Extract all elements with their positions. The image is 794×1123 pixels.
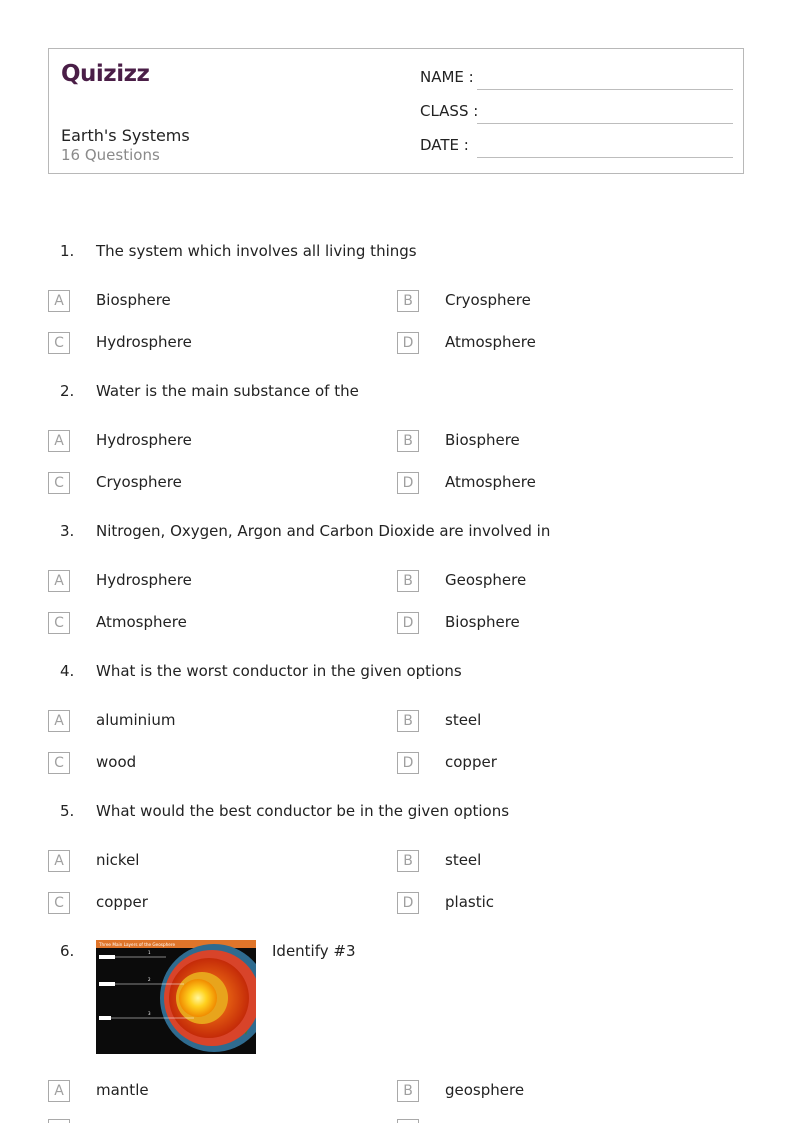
option-box[interactable]: B bbox=[397, 430, 419, 452]
option-text: Atmosphere bbox=[96, 613, 187, 631]
option-box[interactable]: A bbox=[48, 430, 70, 452]
option-box[interactable]: B bbox=[397, 850, 419, 872]
option-text: Biosphere bbox=[445, 431, 520, 449]
date-label: DATE : bbox=[420, 136, 469, 154]
class-line[interactable] bbox=[477, 123, 733, 124]
option-text: Atmosphere bbox=[445, 473, 536, 491]
question-text: What is the worst conductor in the given options bbox=[96, 662, 462, 680]
option-box[interactable]: D bbox=[397, 892, 419, 914]
question-number: 5. bbox=[60, 802, 75, 820]
question-text: Nitrogen, Oxygen, Argon and Carbon Dioxide are involved in bbox=[96, 522, 551, 540]
name-label: NAME : bbox=[420, 68, 474, 86]
earth-layers-image bbox=[96, 940, 256, 1054]
option-box[interactable]: D bbox=[397, 472, 419, 494]
question-text: Identify #3 bbox=[272, 942, 356, 960]
option-box[interactable]: C bbox=[48, 472, 70, 494]
option-text: copper bbox=[445, 753, 497, 771]
option-box[interactable]: A bbox=[48, 290, 70, 312]
option-text: plastic bbox=[445, 893, 494, 911]
option-text: Geosphere bbox=[445, 571, 527, 589]
question-text: What would the best conductor be in the given options bbox=[96, 802, 510, 820]
image-caption: Three Main Layers of the Geosphere bbox=[99, 942, 176, 947]
option-box[interactable]: B bbox=[397, 570, 419, 592]
option-text: Biosphere bbox=[96, 291, 171, 309]
option-text: nickel bbox=[96, 851, 140, 869]
option-box[interactable]: C bbox=[48, 752, 70, 774]
worksheet-title: Earth's Systems bbox=[61, 126, 190, 145]
option-text: Hydrosphere bbox=[96, 431, 192, 449]
option-box[interactable] bbox=[397, 1119, 419, 1123]
image-marker: 2 bbox=[148, 977, 151, 982]
question-text: Water is the main substance of the bbox=[96, 382, 359, 400]
option-box[interactable]: D bbox=[397, 612, 419, 634]
option-text: wood bbox=[96, 753, 137, 771]
option-text: aluminium bbox=[96, 711, 176, 729]
worksheet-header bbox=[48, 48, 744, 174]
option-text: geosphere bbox=[445, 1081, 525, 1099]
option-text: steel bbox=[445, 851, 482, 869]
option-box[interactable]: A bbox=[48, 850, 70, 872]
option-box[interactable]: B bbox=[397, 1080, 419, 1102]
question-number: 2. bbox=[60, 382, 75, 400]
option-text: Cryosphere bbox=[445, 291, 531, 309]
option-text: Cryosphere bbox=[96, 473, 182, 491]
option-box[interactable]: C bbox=[48, 892, 70, 914]
option-text: Hydrosphere bbox=[96, 333, 192, 351]
option-text: Hydrosphere bbox=[96, 571, 192, 589]
option-box[interactable]: A bbox=[48, 570, 70, 592]
name-line[interactable] bbox=[477, 89, 733, 90]
svg-text:Quizizz: Quizizz bbox=[61, 61, 150, 87]
date-line[interactable] bbox=[477, 157, 733, 158]
question-count: 16 Questions bbox=[61, 146, 160, 164]
image-marker: 3 bbox=[148, 1011, 151, 1016]
question-number: 4. bbox=[60, 662, 75, 680]
option-box[interactable]: B bbox=[397, 290, 419, 312]
image-marker: 1 bbox=[148, 950, 151, 955]
option-box[interactable]: C bbox=[48, 332, 70, 354]
option-box[interactable]: D bbox=[397, 332, 419, 354]
option-box[interactable]: B bbox=[397, 710, 419, 732]
question-text: The system which involves all living things bbox=[96, 242, 417, 260]
option-box[interactable]: A bbox=[48, 710, 70, 732]
option-text: Biosphere bbox=[445, 613, 520, 631]
option-text: mantle bbox=[96, 1081, 149, 1099]
quizizz-logo bbox=[61, 57, 157, 89]
option-box[interactable] bbox=[48, 1119, 70, 1123]
option-text: steel bbox=[445, 711, 482, 729]
question-number: 1. bbox=[60, 242, 75, 260]
option-text: copper bbox=[96, 893, 148, 911]
option-text: Atmosphere bbox=[445, 333, 536, 351]
option-box[interactable]: A bbox=[48, 1080, 70, 1102]
option-box[interactable]: D bbox=[397, 752, 419, 774]
question-number: 3. bbox=[60, 522, 75, 540]
class-label: CLASS : bbox=[420, 102, 479, 120]
question-number: 6. bbox=[60, 942, 75, 960]
option-box[interactable]: C bbox=[48, 612, 70, 634]
